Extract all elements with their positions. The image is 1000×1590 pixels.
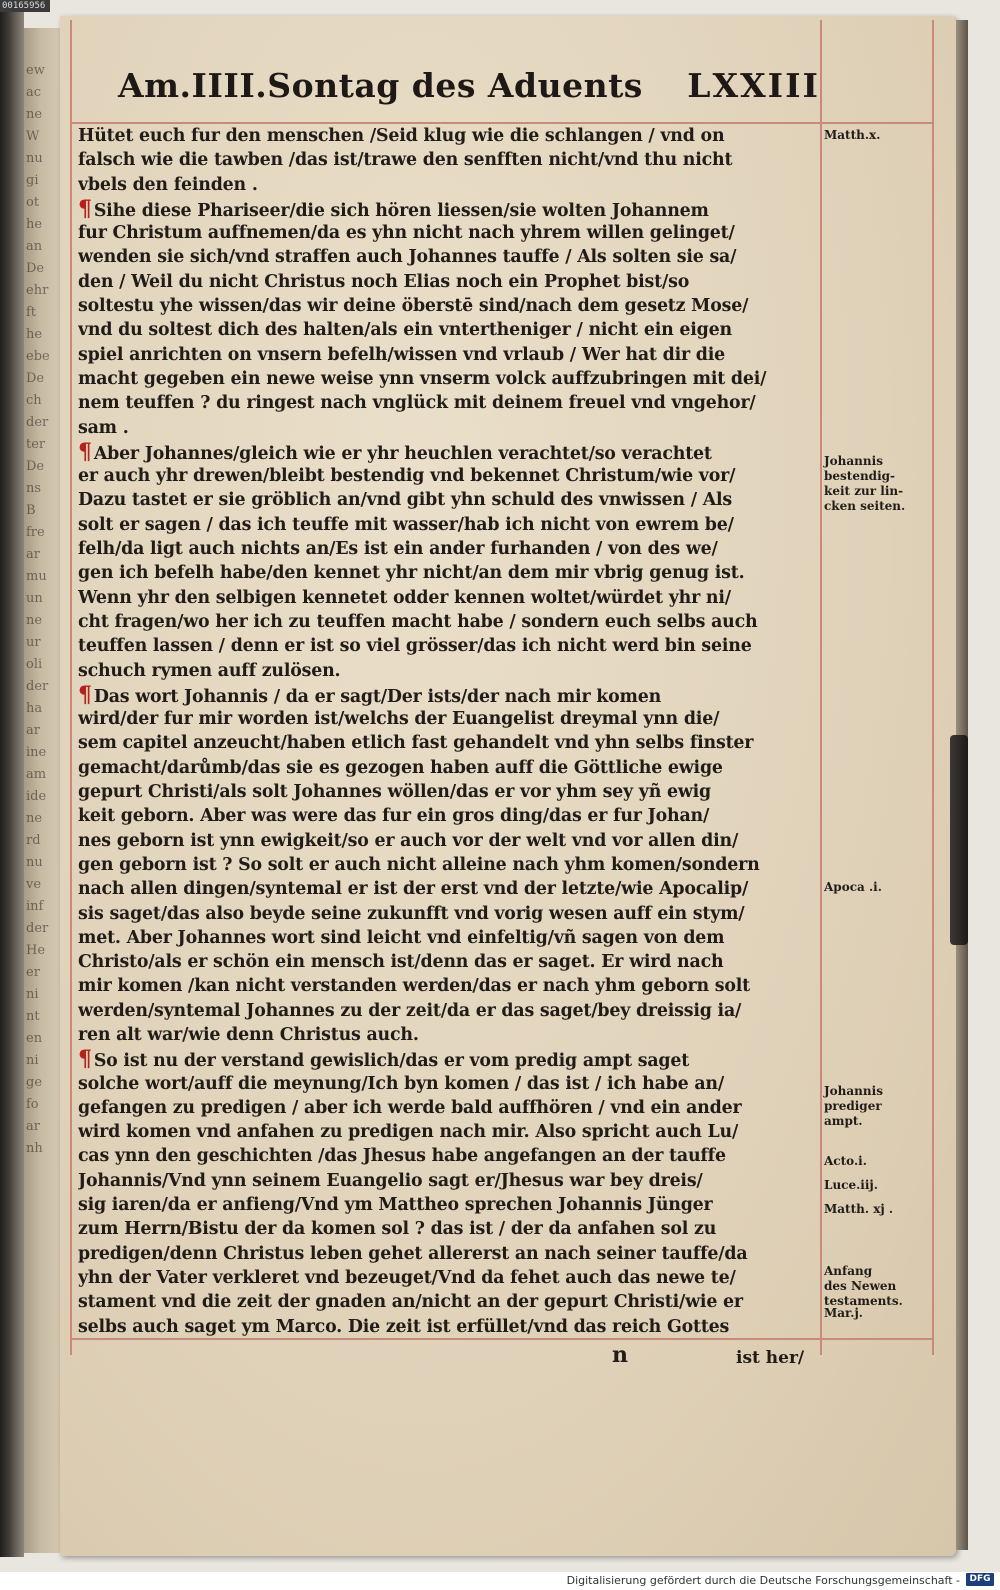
text-line-content: predigen/denn Christus leben gehet allererst an nach seiner tauffe/da bbox=[78, 1243, 748, 1264]
text-line-content: gepurt Christi/als solt Johannes wöllen/das er vor yhm sey yñ ewig bbox=[78, 782, 711, 803]
text-line bbox=[78, 197, 818, 221]
text-line-content: zum Herrn/Bistu der da komen sol ? das ist / der da anfahen sol zu bbox=[78, 1219, 717, 1240]
frame-rule-left bbox=[70, 20, 72, 1355]
pilcrow-mark: ¶ bbox=[78, 196, 92, 222]
text-line-content: wird/der fur mir worden ist/welchs der Euangelist dreymal ynn die/ bbox=[78, 709, 720, 730]
text-line bbox=[78, 683, 818, 707]
text-line bbox=[78, 1169, 818, 1193]
text-line-content: gen geborn ist ? So solt er auch nicht alleine nach yhm komen/sondern bbox=[78, 854, 760, 875]
fragment-text: am bbox=[26, 767, 47, 782]
text-line-content: Dazu tastet er sie gröblich an/vnd gibt yhn schuld des vnwissen / Als bbox=[78, 490, 732, 511]
text-line-content: selbs auch saget ym Marco. Die zeit ist erfüllet/vnd das reich Gottes bbox=[78, 1316, 730, 1337]
text-line bbox=[78, 804, 818, 828]
fragment-text: er bbox=[26, 965, 40, 980]
text-line-content: Sihe diese Phariseer/die sich hören liessen/sie wolten Johannem bbox=[93, 200, 709, 221]
fragment-text: De bbox=[26, 371, 45, 386]
text-line bbox=[78, 877, 818, 901]
margin-note: Luce.iij. bbox=[824, 1178, 878, 1192]
text-line bbox=[78, 634, 818, 658]
text-line bbox=[78, 926, 818, 950]
fragment-text: der bbox=[26, 415, 49, 430]
text-line bbox=[78, 1242, 818, 1266]
fragment-text: ne bbox=[26, 613, 43, 628]
text-line-content: vbels den feinden . bbox=[78, 174, 258, 195]
fragment-text: inf bbox=[26, 899, 44, 914]
text-line bbox=[78, 245, 818, 269]
text-line bbox=[78, 1290, 818, 1314]
text-line bbox=[78, 173, 818, 197]
text-line bbox=[78, 610, 818, 634]
text-line-content: stament vnd die zeit der gnaden an/nicht an der gepurt Christi/wie er bbox=[78, 1292, 743, 1313]
fragment-text: ni bbox=[26, 987, 39, 1002]
text-line bbox=[78, 1144, 818, 1168]
margin-note: Acto.i. bbox=[824, 1154, 867, 1168]
text-line bbox=[78, 513, 818, 537]
text-line bbox=[78, 780, 818, 804]
fragment-text: ni bbox=[26, 1053, 39, 1068]
text-line bbox=[78, 829, 818, 853]
fragment-text: oli bbox=[26, 657, 43, 672]
text-line-content: cht fragen/wo her ich zu teuffen macht habe / sondern euch selbs auch bbox=[78, 611, 758, 632]
text-line-content: felh/da ligt auch nichts an/Es ist ein ander furhanden / von des we/ bbox=[78, 539, 718, 560]
text-line bbox=[78, 561, 818, 585]
fragment-text: en bbox=[26, 1031, 43, 1046]
margin-note: Mar.j. bbox=[824, 1306, 863, 1320]
fragment-text: un bbox=[26, 591, 43, 606]
text-line bbox=[78, 464, 818, 488]
text-line-content: ren alt war/wie denn Christus auch. bbox=[78, 1024, 419, 1045]
text-line bbox=[78, 1193, 818, 1217]
text-line-content: sem capitel anzeucht/haben etlich fast gehandelt vnd yhn selbs finster bbox=[78, 733, 754, 754]
text-line bbox=[78, 221, 818, 245]
fragment-text: fre bbox=[26, 525, 45, 540]
text-line-content: gefangen zu predigen / aber ich werde bald auffhören / vnd ein ander bbox=[78, 1097, 742, 1118]
text-line-content: Wenn yhr den selbigen kennetet odder kennen woltet/würdet yhr ni/ bbox=[78, 587, 731, 608]
text-line-content: spiel anrichten on vnsern befelh/wissen vnd vrlaub / Wer hat dir die bbox=[78, 344, 726, 365]
pilcrow-mark: ¶ bbox=[78, 1047, 92, 1072]
fragment-text: nh bbox=[26, 1141, 43, 1156]
text-line-content: Aber Johannes/gleich wie er yhr heuchlen verachtet/so verachtet bbox=[93, 443, 712, 464]
frame-rule-margin bbox=[820, 20, 822, 1355]
fragment-text: ebe bbox=[26, 349, 50, 364]
text-line bbox=[78, 367, 818, 391]
fragment-text: ac bbox=[26, 85, 42, 100]
fragment-text: W bbox=[26, 129, 40, 144]
text-line bbox=[78, 1096, 818, 1120]
text-line bbox=[78, 1266, 818, 1290]
fragment-text: De bbox=[26, 459, 45, 474]
text-line-content: er auch yhr drewen/bleibt bestendig vnd bekennet Christum/wie vor/ bbox=[78, 466, 736, 487]
text-line bbox=[78, 124, 818, 148]
text-line bbox=[78, 1120, 818, 1144]
text-line bbox=[78, 902, 818, 926]
fragment-text: ar bbox=[26, 1119, 40, 1134]
margin-note: Matth. xj . bbox=[824, 1202, 894, 1216]
text-line bbox=[78, 488, 818, 512]
text-line bbox=[78, 1023, 818, 1047]
pilcrow-mark: ¶ bbox=[78, 682, 92, 708]
text-line bbox=[78, 586, 818, 610]
fragment-text: ne bbox=[26, 107, 43, 122]
text-line-content: yhn der Vater verkleret vnd bezeuget/Vnd da fehet auch das newe te/ bbox=[78, 1267, 736, 1288]
text-line-content: met. Aber Johannes wort sind leicht vnd einfeltig/vñ sagen von dem bbox=[78, 927, 725, 948]
text-line-content: sig iaren/da er anfieng/Vnd ym Mattheo sprechen Johannis Jünger bbox=[78, 1195, 713, 1216]
fragment-text: ve bbox=[26, 877, 42, 892]
text-line-content: fur Christum auffnemen/da es yhn nicht nach yhrem willen gelinget/ bbox=[78, 223, 735, 244]
funding-credit: Digitalisierung gefördert durch die Deutsche Forschungsgemeinschaft - bbox=[566, 1574, 960, 1587]
text-line-content: wenden sie sich/vnd straffen auch Johannes tauffe / Als solten sie sa/ bbox=[78, 247, 737, 268]
text-line-content: keit geborn. Aber was were das fur ein gros ding/das er fur Johan/ bbox=[78, 806, 710, 827]
fragment-text: rd bbox=[26, 833, 41, 848]
fragment-text: an bbox=[26, 239, 43, 254]
fragment-text: der bbox=[26, 679, 49, 694]
fragment-text: ter bbox=[26, 437, 46, 452]
fragment-text: ft bbox=[26, 305, 37, 320]
text-line bbox=[78, 950, 818, 974]
dfg-logo: DFG bbox=[966, 1573, 994, 1586]
text-line-content: solt er sagen / das ich teuffe mit wasser/hab ich nicht von ewrem be/ bbox=[78, 514, 734, 535]
fragment-text: gi bbox=[26, 173, 39, 188]
fragment-text: De bbox=[26, 261, 45, 276]
text-line bbox=[78, 1315, 818, 1339]
text-line bbox=[78, 974, 818, 998]
signature-mark: n bbox=[612, 1342, 628, 1368]
text-line-content: falsch wie die tawben /das ist/trawe den senfften nicht/vnd thu nicht bbox=[78, 150, 733, 171]
margin-note: Apoca .i. bbox=[824, 880, 882, 894]
text-line-content: sis saget/das also beyde seine zukunfft vnd vorig wesen auff ein stym/ bbox=[78, 903, 745, 924]
text-line bbox=[78, 294, 818, 318]
margin-note: Matth.x. bbox=[824, 128, 881, 142]
text-line bbox=[78, 416, 818, 440]
fragment-text: he bbox=[26, 217, 43, 232]
margin-note: Johannis bestendig- keit zur lin- cken seiten. bbox=[824, 454, 906, 513]
text-line-content: cas ynn den geschichten /das Jhesus habe angefangen an der tauffe bbox=[78, 1146, 726, 1167]
fragment-text: ne bbox=[26, 811, 43, 826]
folio-number: LXXIII bbox=[687, 66, 820, 105]
fragment-text: nt bbox=[26, 1009, 40, 1024]
fragment-text: ns bbox=[26, 481, 42, 496]
catchword: ist her/ bbox=[736, 1348, 805, 1368]
fragment-text: fo bbox=[26, 1097, 39, 1112]
fragment-text: ha bbox=[26, 701, 43, 716]
text-line-content: mir komen /kan nicht verstanden werden/das er nach yhm geborn solt bbox=[78, 976, 751, 997]
text-line-content: So ist nu der verstand gewislich/das er vom predig ampt saget bbox=[93, 1051, 690, 1072]
text-line bbox=[78, 853, 818, 877]
text-line bbox=[78, 270, 818, 294]
text-line-content: nach allen dingen/syntemal er ist der erst vnd der letzte/wie Apocalip/ bbox=[78, 879, 749, 900]
text-line bbox=[78, 318, 818, 342]
text-line-content: werden/syntemal Johannes zu der zeit/da er das saget/bey dreissig ia/ bbox=[78, 1000, 742, 1021]
fragment-text: ar bbox=[26, 547, 40, 562]
fragment-text: ch bbox=[26, 393, 42, 408]
text-line-content: vnd du soltest dich des halten/als ein vntertheniger / nicht ein eigen bbox=[78, 320, 732, 341]
margin-note: Anfang des Newen testaments. bbox=[824, 1264, 903, 1308]
fragment-text: ew bbox=[26, 63, 45, 78]
text-line bbox=[78, 1047, 818, 1071]
text-line bbox=[78, 659, 818, 683]
page-header bbox=[118, 66, 820, 118]
fragment-text: ge bbox=[26, 1075, 43, 1090]
fragment-text: ine bbox=[26, 745, 47, 760]
text-line bbox=[78, 1217, 818, 1241]
text-line-content: gen ich befelh habe/den kennet yhr nicht/an dem mir vbrig genug ist. bbox=[78, 563, 745, 584]
fragment-text: ehr bbox=[26, 283, 49, 298]
text-line-content: gemacht/darůmb/das sie es gezogen haben auff die Göttliche ewige bbox=[78, 757, 723, 778]
text-line-content: sam . bbox=[78, 417, 129, 438]
fragment-text: he bbox=[26, 327, 43, 342]
fragment-text: ide bbox=[26, 789, 47, 804]
text-line bbox=[78, 999, 818, 1023]
book-spine bbox=[0, 12, 24, 1557]
running-title: Am.IIII.Sontag des Aduents bbox=[118, 66, 643, 105]
fragment-text: mu bbox=[26, 569, 47, 584]
page-clip bbox=[950, 735, 968, 945]
text-line-content: macht gegeben ein newe weise ynn vnserm volck auffzubringen mit dei/ bbox=[78, 368, 767, 389]
text-line-content: schuch rymen auff zulösen. bbox=[78, 660, 341, 681]
text-line bbox=[78, 1072, 818, 1096]
margin-note: Johannis prediger ampt. bbox=[824, 1084, 883, 1128]
text-line-content: nes geborn ist ynn ewigkeit/so er auch vor der welt vnd vor allen din/ bbox=[78, 830, 739, 851]
text-line-content: Das wort Johannis / da er sagt/Der ists/der nach mir komen bbox=[93, 686, 662, 707]
text-line-content: Christo/als er schön ein mensch ist/denn das er saget. Er wird nach bbox=[78, 952, 724, 973]
fragment-text: nu bbox=[26, 855, 43, 870]
text-line bbox=[78, 707, 818, 731]
fragment-text: nu bbox=[26, 151, 43, 166]
text-line-content: soltestu yhe wissen/das wir deine öberstē sind/nach dem gesetz Mose/ bbox=[78, 296, 749, 317]
text-line-content: solche wort/auff die meynung/Ich byn komen / das ist / ich habe an/ bbox=[78, 1073, 725, 1094]
main-text-block bbox=[78, 124, 818, 1339]
text-line-content: Hütet euch fur den menschen /Seid klug wie die schlangen / vnd on bbox=[78, 126, 725, 146]
fragment-text: He bbox=[26, 943, 46, 958]
fragment-text: der bbox=[26, 921, 49, 936]
fragment-text: B bbox=[26, 503, 36, 518]
scan-identifier: 00165956 bbox=[0, 0, 50, 12]
text-line bbox=[78, 756, 818, 780]
text-line bbox=[78, 343, 818, 367]
text-line-content: den / Weil du nicht Christus noch Elias noch ein Prophet bist/so bbox=[78, 271, 690, 292]
fragment-text: ar bbox=[26, 723, 40, 738]
text-line-content: teuffen lassen / denn er ist so viel grösser/das ich nicht werd bin seine bbox=[78, 636, 752, 657]
text-line bbox=[78, 731, 818, 755]
facing-page-fragments bbox=[26, 60, 62, 1540]
pilcrow-mark: ¶ bbox=[78, 439, 92, 465]
text-line bbox=[78, 537, 818, 561]
text-line bbox=[78, 440, 818, 464]
fragment-text: ot bbox=[26, 195, 40, 210]
text-line bbox=[78, 148, 818, 172]
fragment-text: ur bbox=[26, 635, 41, 650]
text-line-content: nem teuffen ? du ringest nach vnglück mit deinem freuel vnd vngehor/ bbox=[78, 393, 756, 414]
text-line-content: Johannis/Vnd ynn seinem Euangelio sagt er/Jhesus war bey dreis/ bbox=[78, 1170, 703, 1191]
frame-rule-right bbox=[932, 20, 934, 1355]
text-line bbox=[78, 391, 818, 415]
text-line-content: wird komen vnd anfahen zu predigen nach mir. Also spricht auch Lu/ bbox=[78, 1122, 739, 1143]
